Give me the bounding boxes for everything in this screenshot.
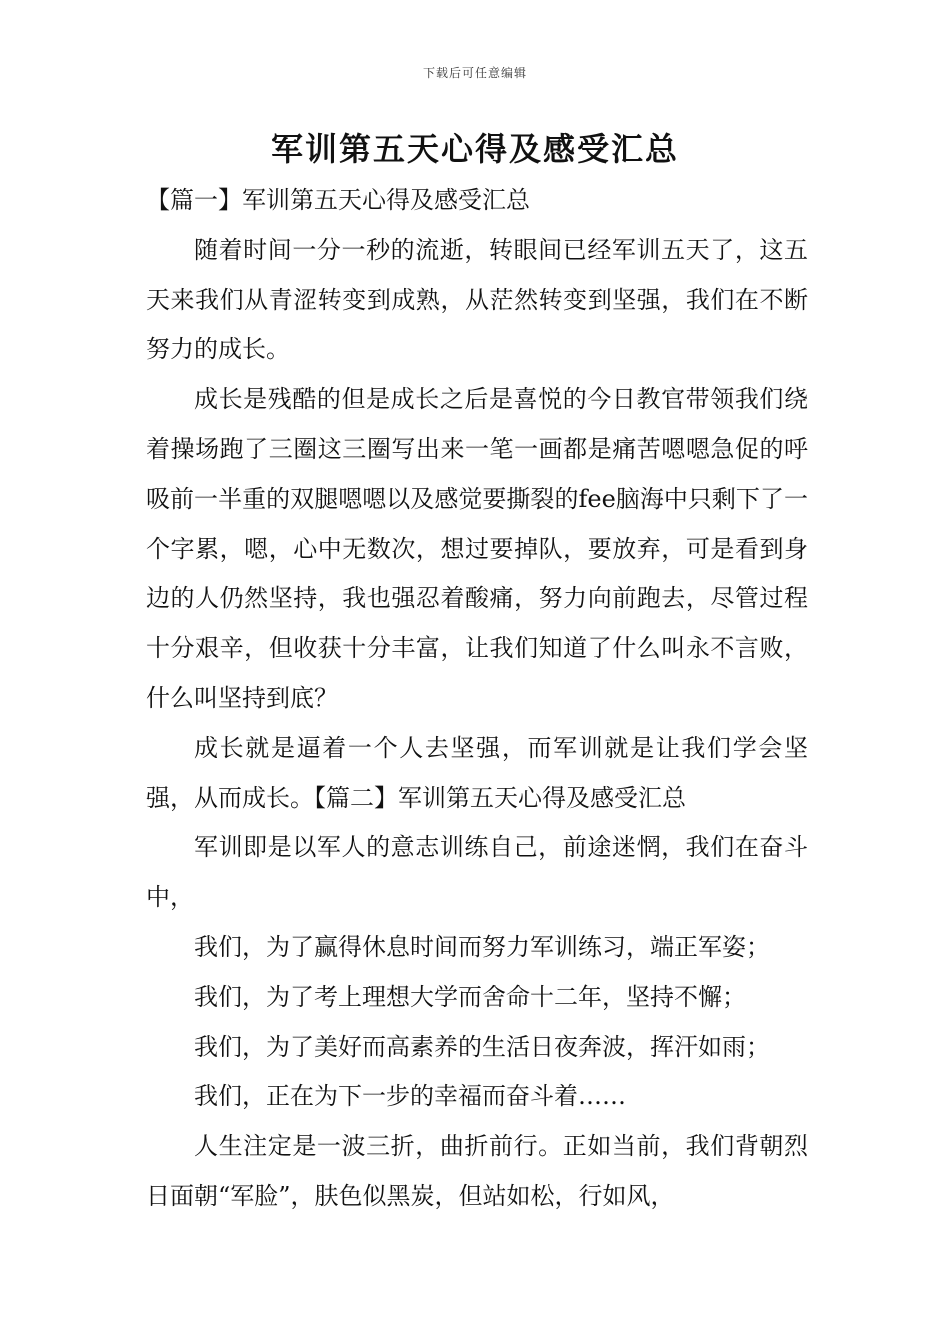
section-heading-1: 【篇一】军训第五天心得及感受汇总 <box>146 186 530 214</box>
paragraph-2: 成长是残酷的但是成长之后是喜悦的今日教官带领我们绕着操场跑了三圈这三圈写出来一笔一画都是痛苦嗯嗯急促的呼吸前一半重的双腿嗯嗯以及感觉要撕裂的fee脑海中只剩下了一个字累，嗯，心中无数次，想过要掉队，要放弃，可是看到身边的人仍然坚持，我也强忍着酸痛，努力向前跑去，尽管过程十分艰辛，但收获十分丰富，让我们知道了什么叫永不言败，什么叫坚持到底？ <box>146 385 808 712</box>
document-title: 军训第五天心得及感受汇总 <box>270 130 679 168</box>
paragraph-1: 随着时间一分一秒的流逝，转眼间已经军训五天了，这五天来我们从青涩转变到成熟，从茫然转变到坚强，我们在不断努力的成长。 <box>146 235 808 364</box>
paragraph-4: 军训即是以军人的意志训练自己，前途迷惘，我们在奋斗中， <box>146 833 808 912</box>
paragraph-8: 我们，正在为下一步的幸福而奋斗着…… <box>194 1082 626 1111</box>
paragraph-6: 我们，为了考上理想大学而舍命十二年，坚持不懈； <box>194 982 746 1011</box>
paragraph-3: 成长就是逼着一个人去坚强，而军训就是让我们学会坚强，从而成长。【篇二】军训第五天心得及感受汇总 <box>146 733 808 812</box>
document-body <box>146 176 808 1222</box>
paragraph-5: 我们，为了赢得休息时间而努力军训练习，端正军姿； <box>194 932 770 961</box>
header-note: 下载后可任意编辑 <box>422 66 527 80</box>
paragraph-7: 我们，为了美好而高素养的生活日夜奔波，挥汗如雨； <box>194 1032 770 1061</box>
paragraph-9: 人生注定是一波三折，曲折前行。正如当前，我们背朝烈日面朝“军脸”，肤色似黑炭，但站如松，行如风， <box>146 1132 808 1210</box>
